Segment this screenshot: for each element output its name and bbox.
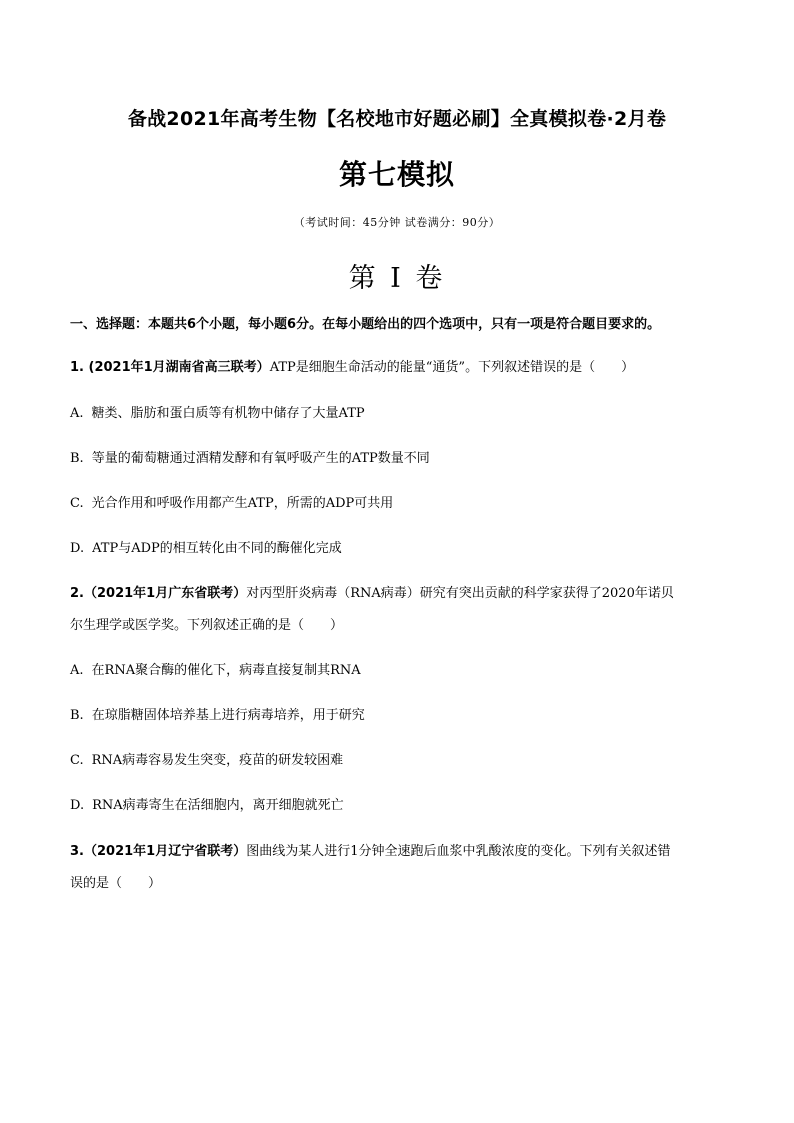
question-3-stem-line-2: 误的是（ ） bbox=[70, 876, 162, 891]
header-title: 备战2021年高考生物【名校地市好题必刷】全真模拟卷·2月卷 bbox=[127, 108, 667, 130]
option-text: RNA病毒寄生在活细胞内，离开细胞就死亡 bbox=[92, 798, 344, 813]
question-2-option-b bbox=[70, 706, 726, 726]
question-2-stem-continued bbox=[70, 616, 726, 636]
option-letter: A. bbox=[70, 406, 84, 421]
question-1-source: 1. (2021年1月湖南省高三联考） bbox=[70, 360, 270, 375]
question-2-option-c bbox=[70, 751, 726, 771]
option-letter: A. bbox=[70, 663, 84, 678]
option-letter: C. bbox=[70, 496, 84, 511]
question-2-stem bbox=[70, 584, 726, 604]
question-1-stem bbox=[70, 358, 726, 378]
question-1-stem-line-1: ATP是细胞生命活动的能量“通货”。下列叙述错误的是（ ） bbox=[269, 360, 635, 375]
section-heading: 一、选择题：本题共6个小题，每小题6分。在每小题给出的四个选项中，只有一项是符合题目要求的。 bbox=[70, 317, 661, 332]
option-letter: B. bbox=[70, 451, 84, 466]
option-letter: B. bbox=[70, 708, 84, 723]
question-3-stem-line-1: 图曲线为某人进行1分钟全速跑后血浆中乳酸浓度的变化。下列有关叙述错 bbox=[246, 844, 671, 859]
question-1-option-c bbox=[70, 494, 726, 514]
question-1-option-a bbox=[70, 404, 726, 424]
question-3-stem-continued bbox=[70, 874, 726, 894]
option-text: 在RNA聚合酶的催化下，病毒直接复制其RNA bbox=[91, 663, 361, 678]
option-text: 在琼脂糖固体培养基上进行病毒培养，用于研究 bbox=[91, 708, 365, 723]
option-text: 等量的葡萄糖通过酒精发酵和有氧呼吸产生的ATP数量不同 bbox=[91, 451, 430, 466]
volume-heading: 第 I 卷 bbox=[348, 263, 446, 294]
question-3-stem bbox=[70, 842, 726, 862]
option-letter: C. bbox=[70, 753, 84, 768]
question-2-source: 2.（2021年1月广东省联考） bbox=[70, 586, 247, 601]
option-text: 糖类、脂肪和蛋白质等有机物中储存了大量ATP bbox=[91, 406, 365, 421]
question-1-option-d bbox=[70, 539, 726, 559]
question-2-stem-line-2: 尔生理学或医学奖。下列叙述正确的是（ ） bbox=[70, 618, 344, 633]
question-2-option-a bbox=[70, 661, 726, 681]
option-letter: D. bbox=[70, 798, 85, 813]
main-title: 第七模拟 bbox=[338, 158, 455, 191]
option-letter: D. bbox=[70, 541, 85, 556]
exam-info: （考试时间：45分钟 试卷满分：90分） bbox=[293, 216, 501, 229]
question-2-stem-line-1: 对丙型肝炎病毒（RNA病毒）研究有突出贡献的科学家获得了2020年诺贝 bbox=[246, 586, 674, 601]
question-2-option-d bbox=[70, 796, 726, 816]
question-3-source: 3.（2021年1月辽宁省联考） bbox=[70, 844, 247, 859]
option-text: RNA病毒容易发生突变，疫苗的研发较困难 bbox=[91, 753, 344, 768]
option-text: 光合作用和呼吸作用都产生ATP，所需的ADP可共用 bbox=[91, 496, 394, 511]
option-text: ATP与ADP的相互转化由不同的酶催化完成 bbox=[92, 541, 342, 556]
question-1-option-b bbox=[70, 449, 726, 469]
